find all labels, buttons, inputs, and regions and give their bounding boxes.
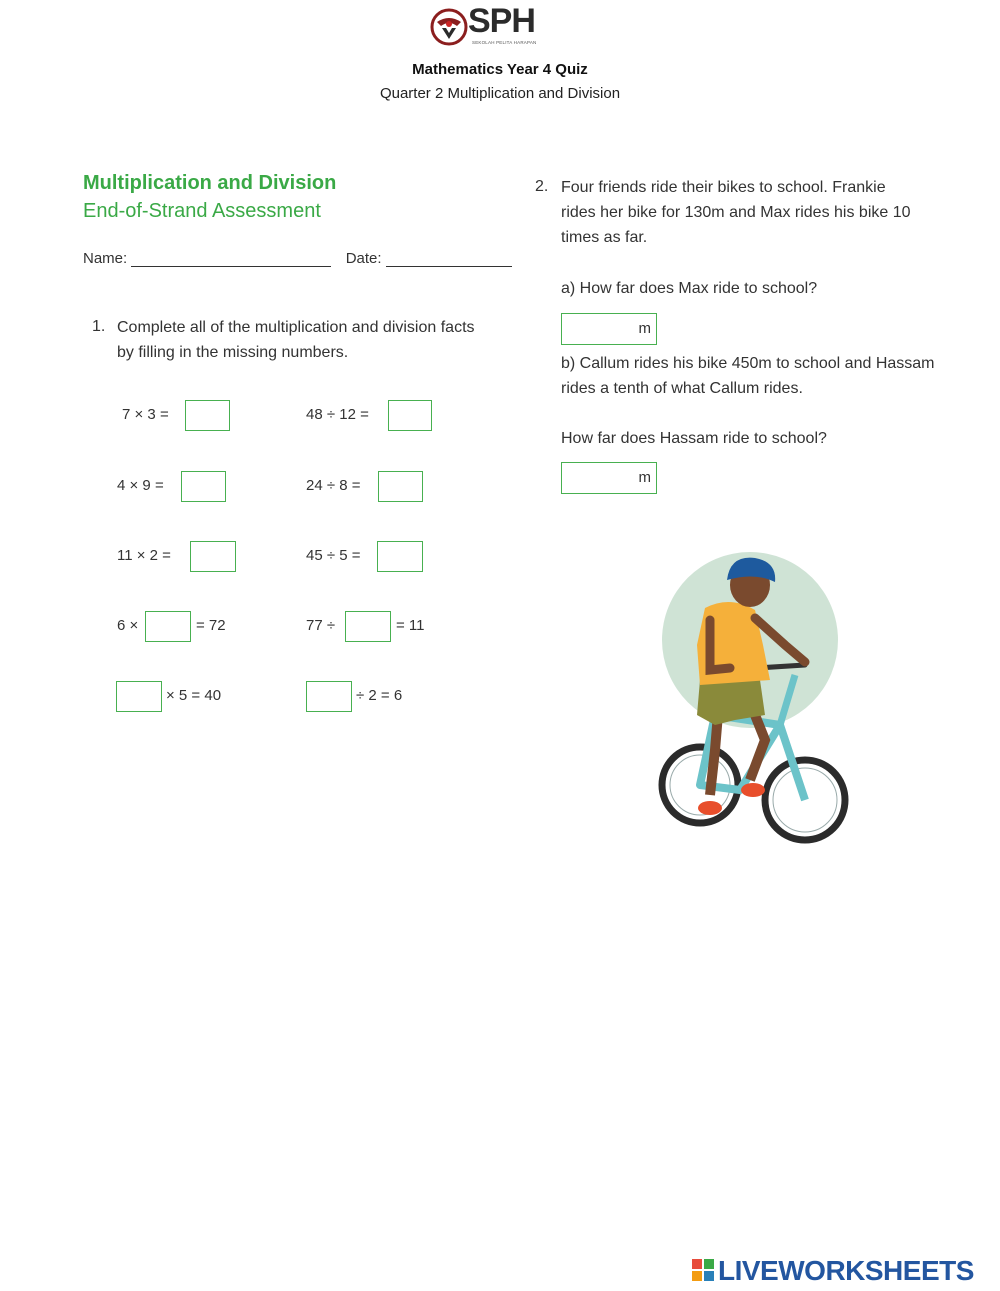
q1-eq2-answer-box[interactable] xyxy=(388,400,432,431)
q1-eq10-answer-box[interactable] xyxy=(306,681,352,712)
liveworksheets-logo xyxy=(692,1255,992,1287)
worksheet-title: Multiplication and Division xyxy=(83,172,337,194)
q1-eq1-answer-box[interactable] xyxy=(185,400,230,431)
worksheet-subtitle: End-of-Strand Assessment xyxy=(83,200,321,222)
q1-text-line1: Complete all of the multiplication and division facts xyxy=(117,319,475,336)
rider-shoe-right xyxy=(741,783,765,797)
q1-text-line2: by filling in the missing numbers. xyxy=(117,344,349,361)
q1-eq4-text: 24 ÷ 8 = xyxy=(306,477,361,494)
school-logo xyxy=(430,2,552,48)
q1-eq7-pre: 6 × xyxy=(117,617,139,634)
q2b-unit: m xyxy=(638,469,651,486)
name-label: Name: xyxy=(83,250,128,267)
q2-text-line1: Four friends ride their bikes to school. Frankie xyxy=(561,179,886,196)
q2a-unit: m xyxy=(638,320,651,337)
q1-eq3-answer-box[interactable] xyxy=(181,471,226,502)
q1-eq4-answer-box[interactable] xyxy=(378,471,423,502)
logo-text: SPH xyxy=(468,2,535,40)
q2-part-b-question: How far does Hassam ride to school? xyxy=(561,430,827,447)
q1-text xyxy=(117,315,475,365)
q2a-answer-box[interactable] xyxy=(561,313,657,345)
q2-text-line3: times as far. xyxy=(561,229,648,246)
q1-eq10-post: ÷ 2 = 6 xyxy=(356,687,403,704)
q2-text xyxy=(561,175,911,250)
date-line xyxy=(386,252,512,267)
q1-eq8-post: = 11 xyxy=(396,617,425,634)
rider-shoe-left xyxy=(698,801,722,815)
page-title: Mathematics Year 4 Quiz xyxy=(412,61,588,78)
q1-eq9-answer-box[interactable] xyxy=(116,681,162,712)
date-label: Date: xyxy=(345,250,382,267)
q1-eq6-text: 45 ÷ 5 = xyxy=(306,547,361,564)
q1-eq8-answer-box[interactable] xyxy=(345,611,391,642)
q1-eq8-pre: 77 ÷ xyxy=(306,617,336,634)
q1-number: 1. xyxy=(92,318,106,335)
q2-part-b-line2: rides a tenth of what Callum rides. xyxy=(561,380,803,397)
name-date-row xyxy=(83,250,512,267)
q1-eq5-answer-box[interactable] xyxy=(190,541,236,572)
q2-part-b xyxy=(561,351,935,401)
q1-eq7-answer-box[interactable] xyxy=(145,611,191,642)
page-subtitle: Quarter 2 Multiplication and Division xyxy=(379,85,621,102)
liveworksheets-icon xyxy=(692,1259,714,1281)
q2-number: 2. xyxy=(535,178,549,195)
q2-part-a: a) How far does Max ride to school? xyxy=(561,280,818,297)
name-line xyxy=(131,252,331,267)
q1-eq6-answer-box[interactable] xyxy=(377,541,423,572)
q2-text-line2: rides her bike for 130m and Max rides his bike 10 xyxy=(561,204,911,221)
cyclist-illustration xyxy=(655,550,855,860)
q2b-answer-box[interactable] xyxy=(561,462,657,494)
logo-subtext: SEKOLAH PELITA HARAPAN xyxy=(472,40,537,45)
liveworksheets-brand: LIVEWORKSHEETS xyxy=(718,1255,974,1286)
q1-eq5-text: 11 × 2 = xyxy=(117,547,171,564)
q1-eq1-text: 7 × 3 = xyxy=(122,406,169,423)
q2-part-b-line1: b) Callum rides his bike 450m to school and Hassam xyxy=(561,355,935,372)
q1-eq2-text: 48 ÷ 12 = xyxy=(306,406,369,423)
q1-eq9-post: × 5 = 40 xyxy=(166,687,222,704)
q1-eq7-post: = 72 xyxy=(196,617,226,634)
school-emblem-icon xyxy=(430,8,468,46)
q1-eq3-text: 4 × 9 = xyxy=(117,477,164,494)
